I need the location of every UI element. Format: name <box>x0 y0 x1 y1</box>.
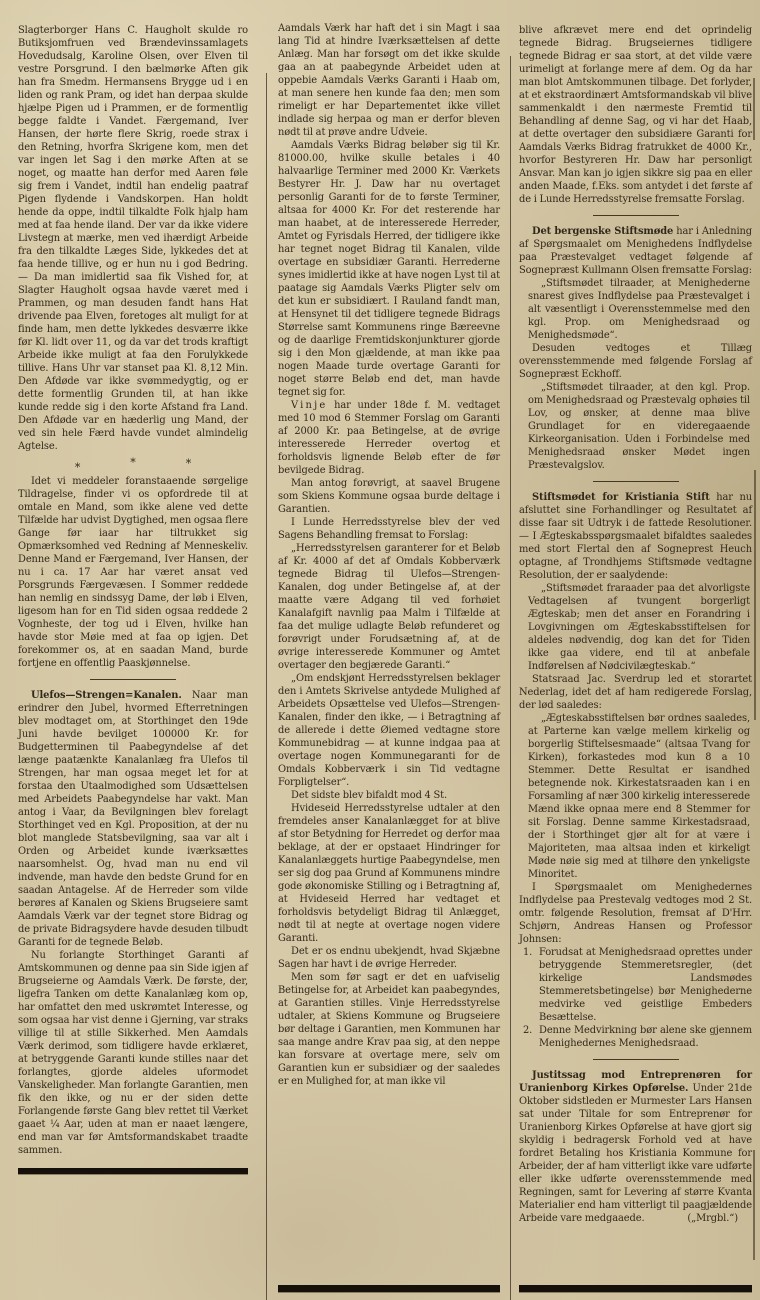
article-paragraph: Statsraad Jac. Sverdrup led et storartet Nederlag, idet det af ham redigerede Forslag, der lød saaledes: <box>519 674 752 711</box>
quoted-resolution: „Stiftsmødet tilraader, at den kgl. Prop. om Menighedsraad og Præstevalg ophøies til Lov, og ønsker, at denne maa blive Grundlaget for en videregaaende Kirkeorganisation. Uden i Forbindelse med Menighedsraad ønsker Mødet ingen Præstevalgslov. <box>528 382 750 471</box>
stars-separator <box>18 456 248 472</box>
article-divider-rule <box>593 215 679 216</box>
list-number: 1. <box>523 947 533 958</box>
article-text: har nu afsluttet sine Forhandlinger og Resultatet af disse faar sit Udtryk i de fattede Resolutioner. — I Ægteskabsspørgsmaalet bifaldtes saaledes med stort Flertal den af Sogneprest Heuch optagne, af Trondhjems Stiftsmøde vedtagne Resolution, der er saalydende: <box>519 492 752 581</box>
article-divider-rule <box>593 1059 679 1060</box>
article-heading: Stiftsmødet for Kristiania Stift <box>532 492 710 503</box>
star-glyph: * <box>130 456 136 469</box>
quoted-resolution: „Om endskjønt Herredsstyrelsen beklager den i Amtets Skrivelse antydede Mulighed af Arbeidets Opsættelse ved Ulefos—Strengen-Kanalen, finder den ikke, — i Betragtning af de allerede i dette Øiemed vedtagne store Kommunebidrag — at kunne indgaa paa at overtage nogen Kommunegaranti for de Omdals Kobberværk i sin Tid vedtagne Forpligtelser“. <box>278 673 500 788</box>
column-3 <box>519 24 752 1300</box>
spaced-name: Vinje <box>291 400 328 411</box>
article-divider-rule <box>593 481 679 482</box>
article-paragraph: I Spørgsmaalet om Menighedernes Indflydelse paa Prestevalg vedtoges mod 2 St. omtr. følgende Resolution, fremsat af D'Hrr. Schjørn, Andreas Hansen og Professor Johnsen: <box>519 882 752 945</box>
article-heading: Ulefos—Strengen=Kanalen. <box>31 690 182 701</box>
article-paragraph: Det er os endnu ubekjendt, hvad Skjæbne Sagen har havt i de øvrige Herreder. <box>278 946 500 970</box>
article-paragraph: I Lunde Herredsstyrelse blev der ved Sagens Behandling fremsat to Forslag: <box>278 517 500 541</box>
page-edge-rule <box>754 470 756 720</box>
page-edge-rule <box>753 78 755 140</box>
list-text: Forudsat at Menighedsraad oprettes under betryggende Stemmeretsregler, (det kirkelige Landsmødes Stemmeretsbetingelse) bør Menighederne medvirke ved geistlige Embeders Besættelse. <box>539 947 752 1023</box>
column-end-bar <box>18 1168 248 1174</box>
article-paragraph: Aamdals Værks Bidrag beløber sig til Kr. 81000.00, hvilke skulle betales i 40 halvaarlige Terminer med 2000 Kr. Værkets Bestyrer Hr. J. Daw har nu overtaget personlig Garanti for de to første Terminer, altsaa for 4000 Kr. For det resterende har man haabet, at de interesserede Herreder, Amtet og Fyrisdals Herred, der tidligere ikke har tegnet noget Bidrag til Kanalen, vilde overtage en subsidiær Garanti. Herrederne synes imidlertid ikke at have nogen Lyst til at paatage sig Aamdals Værks Pligter selv om det kun er subsidiært. I Rauland fandt man, at Hensynet til det tidligere tegnede Bidrags Størrelse samt Kommunens ringe Bæreevne og de daarlige Fremtidskonjunkturer gjorde sig i den Mon gjældende, at man ikke paa nogen Maade turde overtage Garanti for noget større Beløb end det, man havde tegnet sig for. <box>278 140 500 398</box>
article-paragraph: Man antog forøvrigt, at saavel Brugene som Skiens Kommune ogsaa burde deltage i Garantien. <box>278 478 500 515</box>
article-paragraph: Aamdals Værk har haft det i sin Magt i saa lang Tid at hindre Iværksættelsen af dette Anlæg. Man har forsøgt om det ikke skulde gaa an at paabegynde Arbeidet uden at oppebie Aamdals Værks Garanti i Haab om, at man senere hen kunde faa den; men som rimeligt er har Departementet ikke villet indlade sig herpaa og man er derfor bleven nødt til at prøve andre Udveie. <box>278 23 500 138</box>
article-paragraph: Nu forlangte Storthinget Garanti af Amtskommunen og denne paa sin Side igjen af Brugseierne og Aamdals Værk. De første, der, ligefra Tanken om dette Kanalanlæg kom op, har omfattet den med uskrømtet Interesse, og som ogsaa har vist denne i Gjerning, var straks villige til at stille Sikkerhed. Men Aamdals Værk derimod, som tidligere havde erklæret, at betryggende Garanti kunde stilles naar det forlangtes, gjorde aldeles uformodet Vanskeligheder. Man forlangte Garantien, men fik den ikke, og nu er der siden dette Forlangende første Gang blev rettet til Værket gaaet ¼ Aar, uden at man er naaet længere, end man var før Amtsformandskabet traadte sammen. <box>18 950 248 1156</box>
column-end-bar <box>278 1285 500 1292</box>
column-2 <box>278 22 500 1300</box>
quoted-resolution: „Herredsstyrelsen garanterer for et Beløb af Kr. 4000 af det af Omdals Kobberværk tegnede Bidrag til Ulefos—Strengen-Kanalen, dog under Betingelse af, at der maatte være Adgang til ved forhøiet Kanalafgift navnlig paa Malm i Tilfælde at faa det mulige udlagte Beløb refunderet og forøvrigt under Forudsætning af, at de øvrige interesserede Kommuner og Amtet overtager den begjærede Garanti.“ <box>278 543 500 671</box>
article-heading: Justitssag mod Entreprenøren for Uranienborg Kirkes Opførelse. <box>519 1070 752 1094</box>
quoted-resolution: „Stiftsmødet fraraader paa det alvorligste Vedtagelsen af tvungent borgerligt Ægteskab; men det anser en Forandring i Lovgivningen om Ægteskabsstiftelsen for aldeles nødvendig, dog kan det for Tiden ikke gaa videre, end til at anbefale Indførelsen af Nødcivilægteskab.“ <box>528 583 750 672</box>
article-text: Naar man erindrer den Jubel, hvormed Efterretningen blev modtaget om, at Storthinget den 19de Juni havde bevilget 100000 Kr. for Budgetterminen til Paabegyndelse af det længe paatænkte Kanalanlæg fra Ulefos til Strengen, har man ogsaa meget let for at forstaa den Utaalmodighed som Udsættelsen med Arbeidets Paabegyndelse har vakt. Man antog i Vaar, da Bevilgningen blev forelagt Storthinget ved en Kgl. Proposition, at der nu blot manglede Statsbevilgning, saa var alt i Orden og Arbeidet kunde iværksættes naarsomhelst. Og, hvad man nu end vil indvende, man havde den bedste Grund for en saadan Antagelse. Af de Herreder som vilde berøres af Kanalen og Skiens Brugseiere samt Aamdals Værk var der tegnet store Bidrag og de private Bidragsydere havde desuden tilbudt Garanti for de tegnede Beløb. <box>18 690 248 948</box>
article-paragraph <box>519 225 752 277</box>
quoted-resolution: „Stiftsmødet tilraader, at Menighederne snarest gives Indflydelse paa Præstevalget i alt væsentligt i Overensstemmelse med den kgl. Prop. om Menighedsraad og Menighedsmøde“. <box>528 278 750 341</box>
column-1 <box>18 24 248 1300</box>
article-paragraph <box>278 399 500 477</box>
source-credit: („Mrgbl.“) <box>687 1213 738 1224</box>
page-edge-rule <box>753 1150 755 1260</box>
article-paragraph: Det sidste blev bifaldt mod 4 St. <box>291 790 448 801</box>
article-divider-rule <box>90 679 176 680</box>
article-paragraph: Hvideseid Herredsstyrelse udtaler at den fremdeles anser Kanalanlægget for at blive af stor Betydning for Herredet og derfor maa beklage, at der er opstaaet Hindringer for Kanalanlæggets hurtige Paabegyndelse, men ser sig dog paa Grund af Kommunens mindre gode økonomiske Stilling og i Betragtning af, at Hvideseid Herred har vedtaget et forholdsvis betydeligt Bidrag til Anlægget, nødt til at negte at overtage nogen videre Garanti. <box>278 803 500 944</box>
quoted-resolution: „Ægteskabsstiftelsen bør ordnes saaledes, at Parterne kan vælge mellem kirkelig og borgerlig Stiftelsesmaade“ (altsaa Tvang for Kirken), forkastedes mod kun 8 a 10 Stemmer. Dette Resultat er isandhed betegnende nok. Kirkestatsraaden kan i en Forsamling af nær 300 kirkelig interesserede Mænd ikke opnaa mere end 8 Stemmer for sit Forslag. Denne samme Kirkestadsraad, der i Storthinget gjør alt for at være i Majoriteten, maa altsaa inden et kirkeligt Møde nøie sig med at tilhøre den ynkeligste Minoritet. <box>528 713 750 880</box>
article-paragraph: Men som før sagt er det en uafviselig Betingelse for, at Arbeidet kan paabegyndes, at Garantien stilles. Vinje Herredsstyrelse udtaler, at Skiens Kommune og Brugseiere bør deltage i Garantien, men Kommunen har saa mange andre Krav paa sig, at den neppe kan forsvare at overtage mere, selv om Garantien kun er subsidiær og der saaledes er en Mulighed for, at man ikke vil <box>278 972 500 1087</box>
article-text: har under 18de f. M. vedtaget med 10 mod 6 Stemmer Forslag om Garanti af 2000 Kr. paa Betingelse, at de øvrige interesserede Herreder overtog et forholdsvis lignende Beløb efter de før bevilgede Bidrag. <box>278 400 500 476</box>
list-text: Denne Medvirkning bør alene ske gjennem Menighedernes Menighedsraad. <box>539 1025 752 1049</box>
article-paragraph: Desuden vedtoges et Tillæg overensstemmende med følgende Forslag af Sognepræst Eckhoff. <box>519 343 752 380</box>
column-end-bar <box>519 1285 752 1292</box>
article-paragraph: blive afkrævet mere end det oprindelig tegnede Bidrag. Brugseiernes tidligere tegnede Bidrag er saa stort, at det vilde være urimeligt at forlange mere af dem. Og da har man blot Amtskommunen tilbage. Det forlyder, at et ekstraordinært Amtsformandskab vil blive sammenkaldt i den nærmeste Fremtid til Behandling af denne Sag, og vi har det Haab, at dette overtager den subsidiære Garanti for Aamdals Værks Bidrag fratrukket de 4000 Kr., hvorfor Bestyreren Hr. Daw har personligt Ansvar. Man kan jo igjen sikkre sig paa en eller anden Maade, f.Eks. som antydet i det første af de i Lunde Herredsstyrelse fremsatte Forslag. <box>519 25 752 205</box>
star-glyph: * <box>74 461 81 474</box>
star-glyph: * <box>185 457 192 470</box>
column-divider-2 <box>510 56 511 1300</box>
article-paragraph <box>519 491 752 582</box>
article-paragraph <box>18 689 248 949</box>
list-number: 2. <box>523 1025 533 1036</box>
article-text: har i Anledning af Spørgsmaalet om Menighedens Indflydelse paa Præstevalget vedtaget følgende af Sognepræst Kullmann Olsen fremsatte Forslag: <box>519 226 752 276</box>
column-divider-1 <box>266 73 267 1300</box>
list-item <box>523 1024 752 1050</box>
article-heading: Det bergenske Stiftsmøde <box>532 226 674 237</box>
article-text: Under 21de Oktober sidstleden er Murmester Lars Hansen sat under Tiltale for som Entreprenør for Uranienborg Kirkes Opførelse at have gjort sig skyldig i bedragersk Forhold ved at have fordret Betaling hos Kristiania Kommune for Arbeider, der af ham vitterligt ikke vare udførte eller ikke udførte overensstemmende med Regningen, samt for Levering af større Kvanta Materialier end ham vitterligt til paagjældende Arbeide vare medgaaede. <box>519 1083 752 1224</box>
list-item <box>523 946 752 1024</box>
article-paragraph: Idet vi meddeler foranstaaende sørgelige Tildragelse, finder vi os opfordrede til at omtale en Mand, som ikke alene ved dette Tilfælde har udvist Dygtighed, men ogsaa flere Gange før iaar har tiltrukket sig Opmærksomhed ved Redning af Menneskeliv. Denne Mand er Færgemand, Iver Hansen, der nu i ca. 17 Aar har været ansat ved Porsgrunds Færgevæsen. I Sommer reddede han nemlig en sindssyg Dame, der løb i Elven, ligesom han for en Tid siden ogsaa reddede 2 Vognheste, der tog ud i Elven, hvilke han havde stor Møie med at faa op igjen. Det forekommer os, at en saadan Mand, burde fortjene en offentlig Paaskjønnelse. <box>18 476 248 669</box>
article-paragraph: Slagterborger Hans C. Haugholt skulde ro Butiksjomfruen ved Brændevinssamlagets Hovedudsalg, Karoline Olsen, over Elven til vestre Porsgrund. I den bælmørke Aften gik han fra Smedm. Hermansens Brygge ud i en liden og rank Pram, og idet han derpaa skulde hjælpe Pigen ud i Prammen, er de formentlig begge faldte i Vandet. Færgemand, Iver Hansen, der hørte flere Skrig, roede strax i den Retning, hvorfra Skrigene kom, men det var ingen let Sag i den mørke Aften at se noget, og maatte han derfor med Aaren føle sig frem i Vandet, indtil han endelig paatraf Pigen flydende i Vandskorpen. Han holdt hende da oppe, indtil tilkaldte Folk hjalp ham med at faa hende iland. Der var da ikke videre Livstegn at mærke, men ved ihærdigt Arbeide fra den tilkaldte Læges Side, lykkedes det at faa hende tillive, og er hun nu i god Bedring. — Da man imidlertid saa fik Vished for, at Slagter Haugholt ogsaa havde været med i Prammen, og man desuden fandt hans Hat drivende paa Elven, foretoges alt muligt for at finde ham, men dette lykkedes desværre ikke før Kl. lidt over 11, og da var det trods kraftigt Arbeide ikke muligt at faa den Forulykkede tillive. Hans Uhr var stanset paa Kl. 8,12 Min. Den Afdøde var ikke svømmedygtig, og er dette formentlig Grunden til, at han ikke kunde redde sig i den korte Afstand fra Land. Den Afdøde var en hæderlig ung Mand, der ved sin hele Færd havde vundet almindelig Agtelse. <box>18 25 248 452</box>
article-paragraph <box>519 1069 752 1225</box>
